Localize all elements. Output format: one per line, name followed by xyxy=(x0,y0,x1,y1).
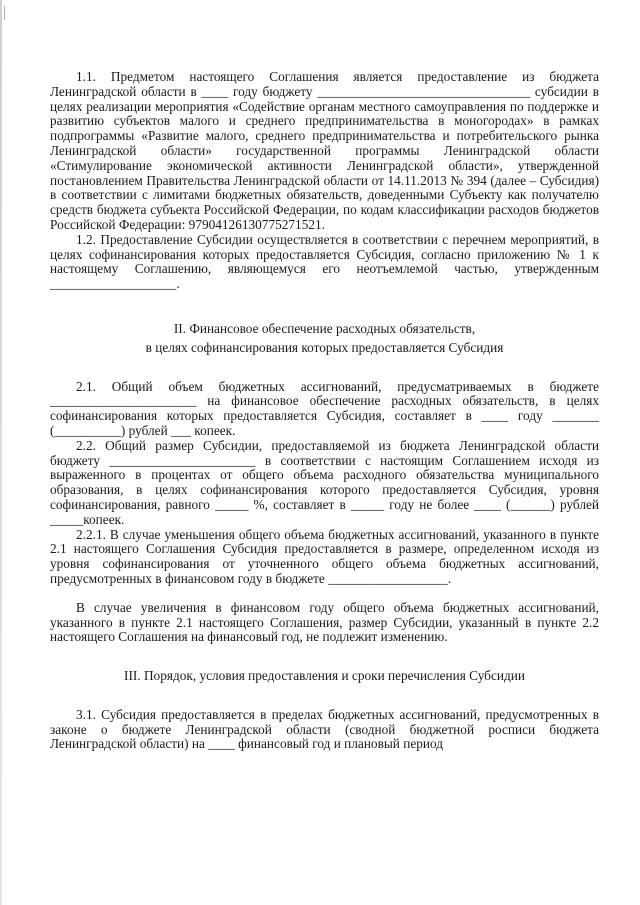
scan-mark xyxy=(4,6,13,20)
clause-2-2-1: 2.2.1. В случае уменьшения общего объема бюджетных ассигнований, указанного в пункте 2.1 настоящего Соглашения Субсидия предоставляется в размере, определенном исходя из уровня софинансирования от уточненного общего объема бюджетных ассигнований, предусмотренных в финансовом году в бюджете __________________. xyxy=(50,526,599,586)
section-3-heading: III. Порядок, условия предоставления и сроки перечисления Субсидии xyxy=(124,668,525,684)
section-2-heading-line2: в целях софинансирования которых предоставляется Субсидия xyxy=(145,339,504,355)
document-body xyxy=(50,70,599,752)
clause-2-1: 2.1. Общий объем бюджетных ассигнований, предусматриваемых в бюджете ______________________ на финансовое обеспечение расходных обязательств, в целях софинансирования которых предоставляется Субсидия, составляет в ____ году _______ (__________) рублей ___ копеек. xyxy=(50,378,599,438)
clause-2-2: 2.2. Общий размер Субсидии, предоставляемой из бюджета Ленинградской области бюджету ______________________ в соответствии с настоящим Соглашением исходя из выраженного в процентах от общего объема расходного обязательства муниципального образования, в целях софинансирования которого предоставляется Субсидия, уровня софинансирования, равного _____ %, составляет в _____ году не более ____ (______) рублей _____копеек. xyxy=(50,437,599,527)
clause-1-2: 1.2. Предоставление Субсидии осуществляется в соответствии с перечнем мероприятий, в целях софинансирования которых предоставляется Субсидия, согласно приложению № 1 к настоящему Соглашению, являющемуся его неотъемлемой частью, утвержденным ___________________. xyxy=(50,231,599,292)
scan-edge xyxy=(0,0,2,905)
clause-2-increase: В случае увеличения в финансовом году общего объема бюджетных ассигнований, указанного в пункте 2.1 настоящего Соглашения, размер Субсидии, указанный в пункте 2.2 настоящего Соглашения на финансовый год, не подлежит изменению. xyxy=(50,599,599,645)
section-2-heading-line1: II. Финансовое обеспечение расходных обязательств, xyxy=(173,320,476,336)
clause-3-1: 3.1. Субсидия предоставляется в пределах бюджетных ассигнований, предусмотренных в законе о бюджете Ленинградской области (сводной бюджетной росписи бюджета Ленинградской области) на ____ финансовый год и плановый период xyxy=(50,706,599,752)
clause-1-1: 1.1. Предметом настоящего Соглашения является предоставление из бюджета Ленинградской области в ____ году бюджету ________________________________ субсидии в целях реализации мероприятия «Содействие органам местного самоуправления по поддержке и развитию субъектов малого и среднего предпринимательства в моногородах» в рамках подпрограммы «Развитие малого, среднего предпринимательства и потребительского рынка Ленинградской области» государственной программы Ленинградской области «Стимулирование экономической активности Ленинградской области», утвержденной постановлением Правительства Ленинградской области от 14.11.2013 № 394 (далее – Субсидия) в соответствии с лимитами бюджетных обязательств, доведенными Субъекту как получателю средств бюджета субъекта Российской Федерации, по кодам классификации расходов бюджетов Российской Федерации: 97904126130775271521. xyxy=(50,69,599,232)
